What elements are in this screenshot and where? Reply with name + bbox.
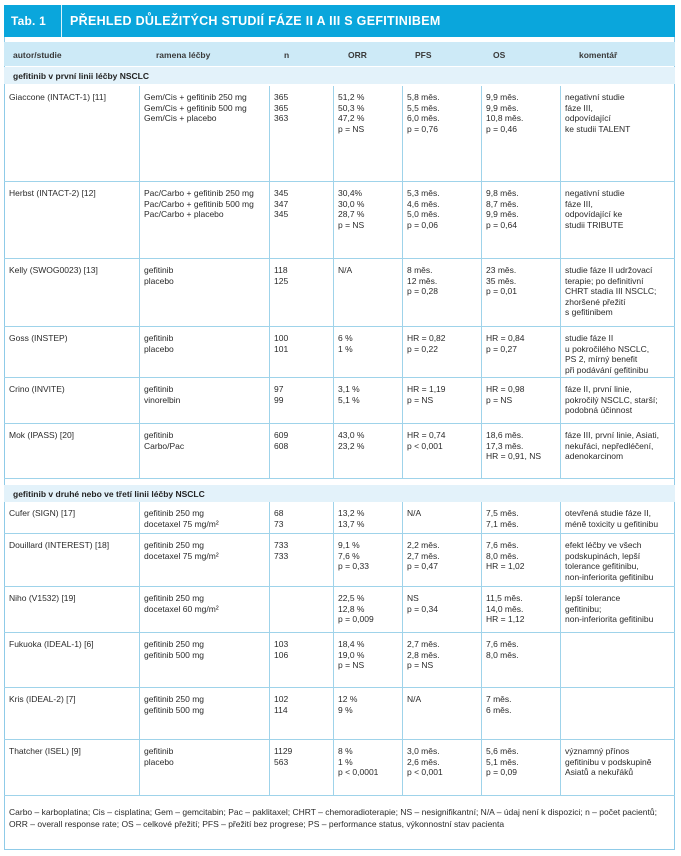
cell-n: 365 365 363 [274,92,289,124]
cell-pfs: 5,8 měs. 5,5 měs. 6,0 měs. p = 0,76 [407,92,440,134]
table-row [4,633,675,688]
column-divider [481,86,482,181]
column-divider [481,502,482,533]
column-divider [269,534,270,586]
column-divider [481,740,482,795]
column-divider [481,633,482,687]
column-divider [333,86,334,181]
cell-os: 7 měs. 6 měs. [486,694,512,715]
cell-pfs: 2,2 měs. 2,7 měs. p = 0,47 [407,540,440,572]
column-divider [402,259,403,326]
cell-author: Goss (INSTEP) [9,333,68,343]
header-orr: ORR [348,50,367,60]
header-comment: komentář [579,50,618,60]
column-divider [269,259,270,326]
column-divider [139,327,140,377]
column-divider [560,587,561,632]
table-row [4,502,675,534]
column-divider [560,633,561,687]
table-row [4,534,675,587]
column-divider [139,424,140,478]
cell-author: Kris (IDEAL-2) [7] [9,694,76,704]
cell-orr: 9,1 % 7,6 % p = 0,33 [338,540,369,572]
column-divider [402,688,403,739]
cell-pfs: HR = 1,19 p = NS [407,384,446,405]
cell-n: 609 608 [274,430,289,451]
cell-pfs: N/A [407,508,422,518]
column-divider [139,688,140,739]
column-divider [333,259,334,326]
column-divider [269,502,270,533]
cell-comment: negativní studie fáze III, odpovídající ke studii TRIBUTE [565,188,625,230]
cell-orr: 18,4 % 19,0 % p = NS [338,639,365,671]
cell-arms: gefitinib 250 mg docetaxel 60 mg/m² [144,593,219,614]
header-n: n [284,50,290,60]
column-divider [481,688,482,739]
cell-os: HR = 0,98 p = NS [486,384,525,405]
column-divider [269,424,270,478]
cell-author: Fukuoka (IDEAL-1) [6] [9,639,94,649]
cell-pfs: HR = 0,82 p = 0,22 [407,333,446,354]
cell-n: 733 733 [274,540,289,561]
cell-author: Cufer (SIGN) [17] [9,508,76,518]
cell-author: Herbst (INTACT-2) [12] [9,188,96,198]
column-divider [139,587,140,632]
column-divider [139,633,140,687]
section-header [4,485,675,502]
cell-n: 118 125 [274,265,289,286]
cell-arms: gefitinib placebo [144,746,174,767]
column-divider [560,740,561,795]
cell-comment: lepší tolerance gefitinibu; non-inferiorita gefitinibu [565,593,654,625]
cell-orr: 3,1 % 5,1 % [338,384,360,405]
cell-os: 18,6 měs. 17,3 měs. HR = 0,91, NS [486,430,542,462]
column-divider [333,378,334,423]
cell-author: Kelly (SWOG0023) [13] [9,265,98,275]
cell-orr: 30,4% 30,0 % 28,7 % p = NS [338,188,365,230]
table-title-bar [4,5,675,37]
column-divider [481,259,482,326]
table-footnote: Carbo – karboplatina; Cis – cisplatina; Gem – gemcitabin; Pac – paklitaxel; CHRT – chemoradioterapie; NS – nesignifikantní; N/A – údaj není k dispozici; n – počet pacientů; ORR – overall response rate; OS – celkové přežití; PFS – přežití bez progrese; PS – performance status, výkonnostní stav pacienta [9,807,657,830]
cell-n: 345 347 345 [274,188,289,220]
cell-comment: studie fáze II u pokročilého NSCLC, PS 2, mírný benefit při podávání gefitinibu [565,333,650,375]
header-author: autor/studie [13,50,62,60]
table-row [4,259,675,327]
column-divider [139,182,140,258]
column-divider [402,327,403,377]
cell-os: 23 měs. 35 měs. p = 0,01 [486,265,517,297]
cell-arms: Pac/Carbo + gefitinib 250 mg Pac/Carbo + gefitinib 500 mg Pac/Carbo + placebo [144,188,254,220]
cell-pfs: HR = 0,74 p < 0,001 [407,430,446,451]
cell-arms: gefitinib 250 mg docetaxel 75 mg/m² [144,508,219,529]
cell-author: Thatcher (ISEL) [9] [9,746,81,756]
column-divider [139,534,140,586]
cell-os: HR = 0,84 p = 0,27 [486,333,525,354]
table-row [4,424,675,479]
cell-n: 68 73 [274,508,284,529]
cell-os: 9,8 měs. 8,7 měs. 9,9 měs. p = 0,64 [486,188,519,230]
table-header-row [4,42,675,66]
cell-arms: gefitinib placebo [144,265,174,286]
section-header [4,67,675,84]
column-divider [560,502,561,533]
column-divider [402,534,403,586]
section-title: gefitinib v druhé nebo ve třetí linii léčby NSCLC [13,489,205,499]
column-divider [560,327,561,377]
cell-arms: gefitinib Carbo/Pac [144,430,185,451]
column-divider [560,182,561,258]
cell-n: 1129 563 [274,746,293,767]
cell-pfs: 8 měs. 12 měs. p = 0,28 [407,265,438,297]
column-divider [560,688,561,739]
column-divider [269,587,270,632]
cell-arms: gefitinib 250 mg docetaxel 75 mg/m² [144,540,219,561]
cell-orr: 13,2 % 13,7 % [338,508,365,529]
column-divider [481,587,482,632]
table-title: PŘEHLED DŮLEŽITÝCH STUDIÍ FÁZE II A III S GEFITINIBEM [70,14,441,28]
column-divider [139,740,140,795]
column-divider [481,182,482,258]
cell-orr: N/A [338,265,353,275]
column-divider [269,86,270,181]
cell-comment: otevřená studie fáze II, méně toxicity u gefitinibu [565,508,659,529]
cell-comment: významný přínos gefitinibu v podskupině Asiatů a nekuřáků [565,746,652,778]
cell-pfs: NS p = 0,34 [407,593,438,614]
cell-orr: 51,2 % 50,3 % 47,2 % p = NS [338,92,365,134]
column-divider [333,424,334,478]
column-divider [333,688,334,739]
cell-comment: negativní studie fáze III, odpovídající ke studii TALENT [565,92,631,134]
table-row [4,327,675,378]
column-divider [402,740,403,795]
column-divider [481,534,482,586]
column-divider [333,534,334,586]
table-row [4,182,675,259]
cell-author: Giaccone (INTACT-1) [11] [9,92,106,102]
cell-n: 102 114 [274,694,289,715]
cell-author: Niho (V1532) [19] [9,593,76,603]
column-divider [269,688,270,739]
cell-author: Mok (IPASS) [20] [9,430,75,440]
cell-comment: fáze II, první linie, pokročilý NSCLC, starší; podobná účinnost [565,384,658,416]
column-divider [402,587,403,632]
table-label: Tab. 1 [11,14,46,28]
table-row [4,740,675,796]
column-divider [560,424,561,478]
cell-comment: efekt léčby ve všech podskupinách, lepší tolerance gefitinibu, non-inferiorita gefitinibu [565,540,654,582]
column-divider [333,502,334,533]
cell-arms: gefitinib 250 mg gefitinib 500 mg [144,694,205,715]
cell-arms: gefitinib placebo [144,333,174,354]
cell-n: 103 106 [274,639,289,660]
cell-orr: 43,0 % 23,2 % [338,430,365,451]
header-os: OS [493,50,506,60]
column-divider [333,182,334,258]
cell-arms: gefitinib vinorelbin [144,384,181,405]
column-divider [481,327,482,377]
cell-os: 7,6 měs. 8,0 měs. HR = 1,02 [486,540,525,572]
column-divider [560,534,561,586]
cell-pfs: N/A [407,694,422,704]
cell-os: 11,5 měs. 14,0 měs. HR = 1,12 [486,593,525,625]
column-divider [560,86,561,181]
cell-author: Douillard (INTEREST) [18] [9,540,110,550]
table-row [4,587,675,633]
title-divider [61,5,62,37]
table-row [4,688,675,740]
cell-orr: 12 % 9 % [338,694,358,715]
section-title: gefitinib v první linii léčby NSCLC [13,71,150,81]
header-pfs: PFS [415,50,432,60]
column-divider [139,86,140,181]
cell-pfs: 2,7 měs. 2,8 měs. p = NS [407,639,440,671]
cell-orr: 22,5 % 12,8 % p = 0,009 [338,593,374,625]
column-divider [333,740,334,795]
column-divider [269,633,270,687]
cell-orr: 6 % 1 % [338,333,353,354]
column-divider [269,378,270,423]
column-divider [333,587,334,632]
column-divider [560,259,561,326]
cell-orr: 8 % 1 % p < 0,0001 [338,746,379,778]
cell-arms: Gem/Cis + gefitinib 250 mg Gem/Cis + gefitinib 500 mg Gem/Cis + placebo [144,92,247,124]
table-row [4,378,675,424]
column-divider [481,378,482,423]
column-divider [139,259,140,326]
column-divider [269,182,270,258]
table-row [4,86,675,182]
column-divider [402,86,403,181]
cell-comment: fáze III, první linie, Asiati, nekuřáci, nepředléčení, adenokarcinom [565,430,660,462]
cell-os: 9,9 měs. 9,9 měs. 10,8 měs. p = 0,46 [486,92,524,134]
column-divider [402,424,403,478]
column-divider [139,378,140,423]
column-divider [269,740,270,795]
column-divider [333,327,334,377]
column-divider [402,502,403,533]
column-divider [139,502,140,533]
column-divider [481,424,482,478]
cell-arms: gefitinib 250 mg gefitinib 500 mg [144,639,205,660]
cell-pfs: 3,0 měs. 2,6 měs. p < 0,001 [407,746,443,778]
cell-os: 5,6 měs. 5,1 měs. p = 0,09 [486,746,519,778]
column-divider [269,327,270,377]
cell-os: 7,6 měs. 8,0 měs. [486,639,519,660]
cell-comment: studie fáze II udržovací terapie; po definitivní CHRT stadia III NSCLC; zhoršené přežití s gefitinibem [565,265,657,318]
column-divider [560,378,561,423]
cell-pfs: 5,3 měs. 4,6 měs. 5,0 měs. p = 0,06 [407,188,440,230]
cell-author: Crino (INVITE) [9,384,65,394]
column-divider [333,633,334,687]
column-divider [402,633,403,687]
cell-n: 97 99 [274,384,284,405]
cell-os: 7,5 měs. 7,1 měs. [486,508,519,529]
column-divider [402,182,403,258]
cell-n: 100 101 [274,333,289,354]
header-arms: ramena léčby [156,50,211,60]
column-divider [402,378,403,423]
